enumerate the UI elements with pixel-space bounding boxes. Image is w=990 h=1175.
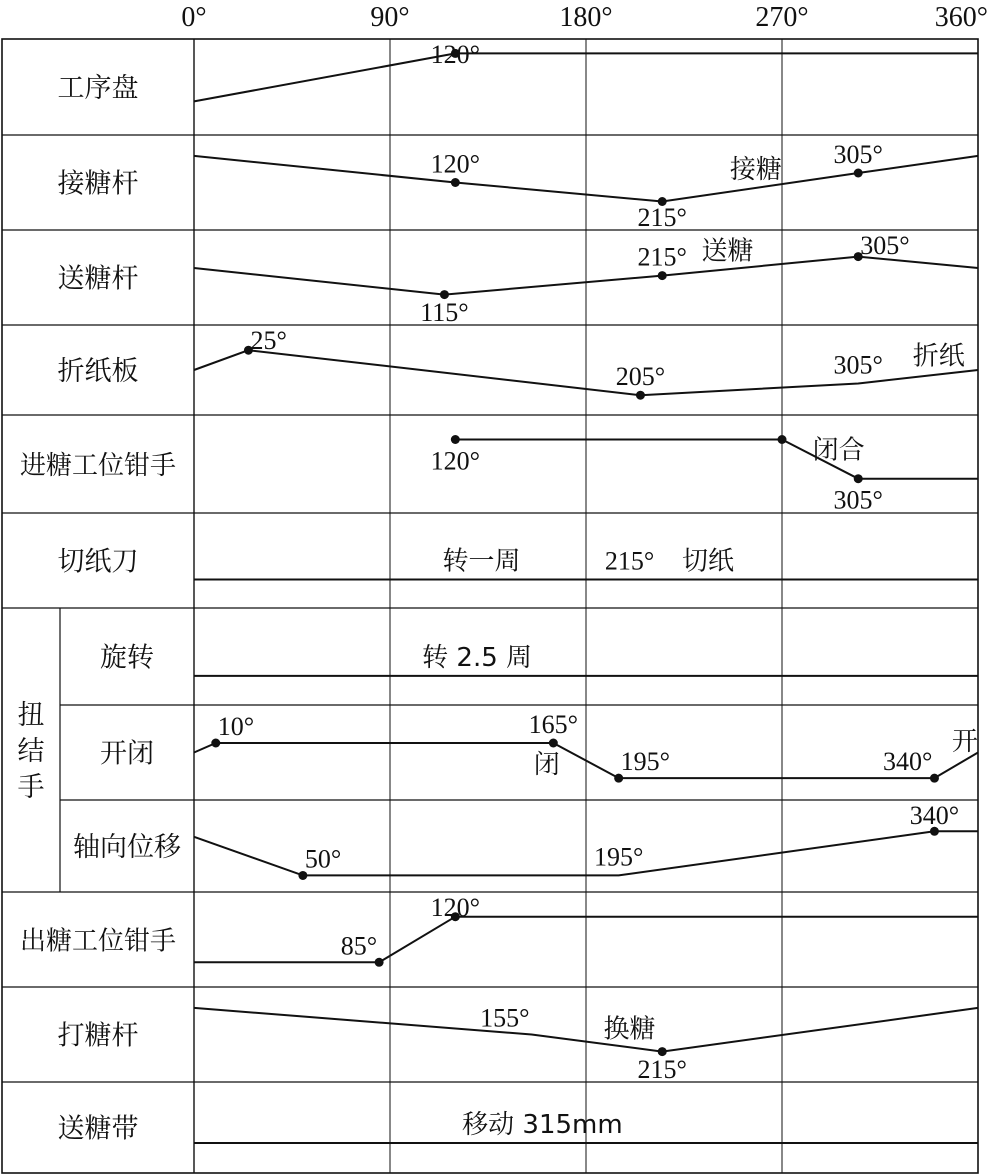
axis-tick-label: 270° [755,2,809,33]
row-label: 送糖杆 [57,263,139,295]
row-label: 接糖杆 [57,168,139,200]
angle-annotation: 215° [637,242,687,272]
angle-annotation: 送糖 [701,236,754,267]
angle-annotation: 10° [217,712,255,741]
key-point-dot [636,391,645,400]
angle-annotation: 340° [883,747,933,777]
key-point-dot [778,435,787,444]
angle-annotation: 205° [615,362,666,392]
angle-annotation: 305° [833,140,883,169]
key-point-dot [658,271,667,280]
angle-annotation: 换糖 [603,1014,656,1045]
angle-annotation: 340° [909,801,960,830]
row-label: 打糖杆 [57,1020,139,1052]
angle-annotation: 120° [430,149,481,179]
angle-annotation: 折纸 [912,341,965,372]
angle-annotation: 120° [430,40,481,69]
angle-annotation: 215° [637,1055,687,1084]
angle-annotation: 闭合 [812,435,865,466]
angle-annotation: 120° [430,446,481,476]
key-point-dot [549,739,558,748]
angle-annotation: 接糖 [729,154,782,185]
angle-annotation: 开 [951,727,978,758]
axis-tick-label: 0° [181,2,207,33]
key-point-dot [451,435,460,444]
angle-annotation: 215° [637,203,687,232]
row-label: 送糖带 [57,1113,139,1145]
angle-annotation: 转一周 [442,546,521,577]
angle-annotation: 155° [480,1003,530,1033]
angle-annotation: 195° [593,842,644,872]
angle-annotation: 50° [304,844,342,874]
angle-annotation: 切纸 [681,546,734,577]
angle-annotation: 闭 [533,750,560,780]
angle-annotation: 85° [340,931,378,961]
axis-tick-label: 180° [559,2,613,33]
key-point-dot [451,178,460,187]
row-label: 工序盘 [57,73,139,104]
motion-curve [455,440,978,479]
angle-annotation: 115° [420,298,469,327]
angle-annotation: 165° [528,710,579,739]
angle-annotation: 305° [833,350,883,380]
key-point-dot [854,474,863,483]
angle-annotation: 305° [860,231,910,260]
axis-tick-label: 360° [934,2,988,33]
axis-tick-label: 90° [370,2,410,33]
row-label: 出糖工位钳手 [19,926,177,957]
angle-annotation: 305° [833,485,883,515]
angle-annotation: 转 2.5 周 [422,642,533,673]
angle-annotation: 120° [430,893,481,922]
angle-annotation: 移动 315mm [462,1109,623,1140]
row-label: 旋转 [100,642,154,674]
row-label: 轴向位移 [73,832,181,863]
group-label-twister: 扭结手 [17,700,45,803]
key-point-dot [854,169,863,178]
angle-annotation: 215° [604,546,655,576]
row-label: 进糖工位钳手 [19,451,177,481]
angle-annotation: 25° [250,326,287,355]
angle-annotation: 195° [620,747,671,777]
row-label: 切纸刀 [57,546,139,578]
row-label: 开闭 [100,738,154,770]
row-label: 折纸板 [57,356,139,387]
